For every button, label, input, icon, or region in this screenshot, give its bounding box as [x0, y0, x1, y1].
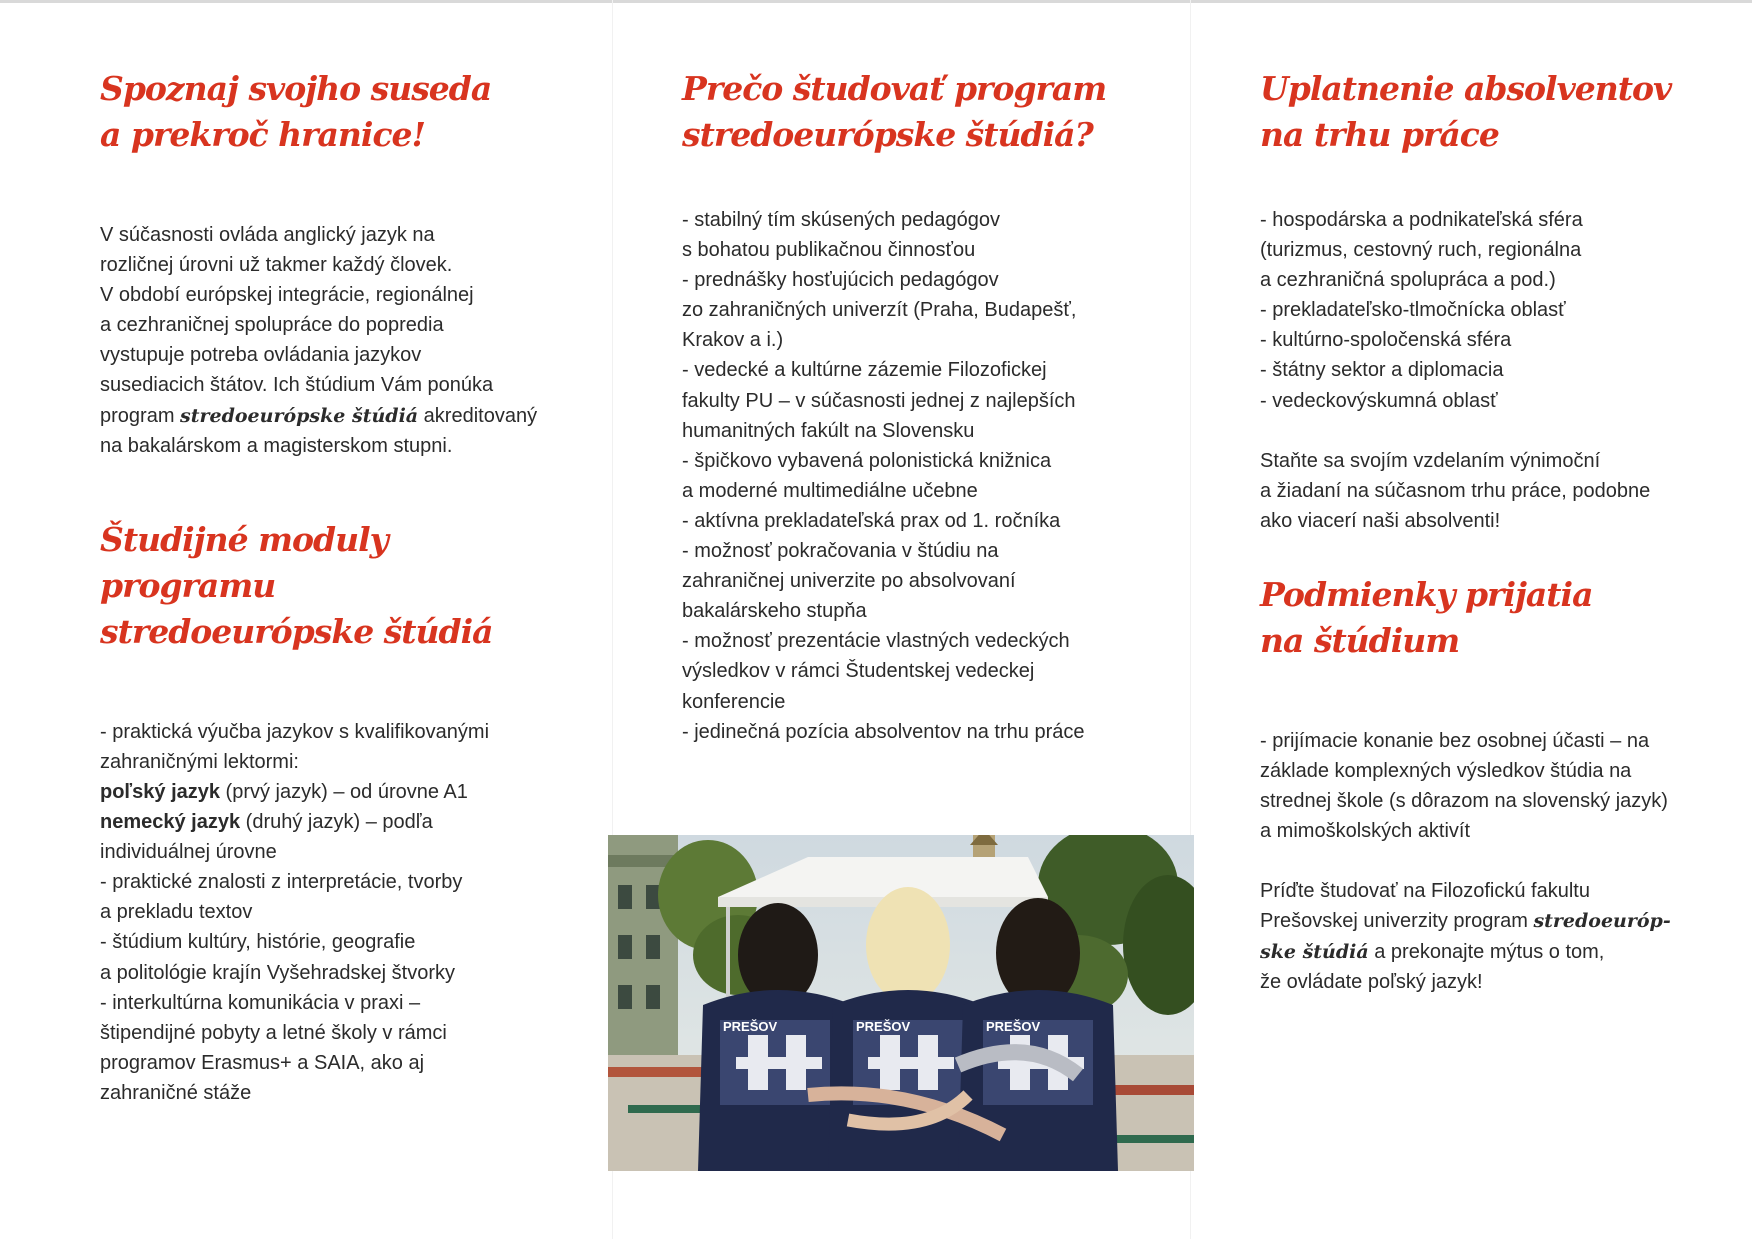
text-line: - aktívna prekladateľská prax od 1. ročníka — [682, 509, 1061, 532]
text-line: - štátny sektor a diplomacia — [1260, 359, 1504, 382]
text-line: a moderné multimediálne učebne — [682, 479, 978, 502]
heading-line: na trhu práce — [1260, 115, 1499, 154]
heading-line: a prekroč hranice! — [100, 115, 426, 154]
panel-middle — [682, 66, 1162, 747]
text-line: - vedecké a kultúrne zázemie Filozofickej — [682, 359, 1047, 382]
text-line: zo zahraničných univerzít (Praha, Budapešť, — [682, 299, 1077, 322]
heading-neighbour — [100, 66, 570, 158]
text-line: a mimoškolských aktivít — [1260, 820, 1471, 843]
intro-paragraph — [100, 220, 570, 461]
text-line — [100, 807, 570, 837]
career-list — [1260, 205, 1720, 416]
program-name: ske štúdiá — [1260, 940, 1369, 963]
heading-line: Podmienky prijatia — [1260, 574, 1593, 614]
text-line: že ovládate poľský jazyk! — [1260, 970, 1483, 993]
language-name: nemecký jazyk — [100, 811, 241, 834]
text-line: - praktická výučba jazykov s kvalifikovanými — [100, 720, 490, 743]
text-line: - špičkovo vybavená polonistická knižnica — [682, 449, 1052, 472]
admission-paragraph — [1260, 726, 1720, 846]
photo-illustration — [608, 835, 1194, 1171]
text-line: - štúdium kultúry, histórie, geografie — [100, 931, 416, 954]
invitation-paragraph — [1260, 876, 1720, 996]
text-line: susediacich štátov. Ich štúdium Vám ponúka — [100, 374, 494, 397]
text-line: na bakalárskom a magisterskom stupni. — [100, 434, 453, 457]
text-line: - prijímacie konanie bez osobnej účasti – na — [1260, 729, 1650, 752]
text-run: Prešovskej univerzity program — [1260, 910, 1534, 933]
text-run: (prvý jazyk) – od úrovne A1 — [220, 780, 468, 803]
text-line: rozličnej úrovni už takmer každý človek. — [100, 254, 453, 277]
heading-line: Študijné moduly programu — [100, 519, 388, 605]
text-line: a cezhraničnej spolupráce do popredia — [100, 314, 444, 337]
text-line: výsledkov v rámci Študentskej vedeckej — [682, 660, 1035, 683]
text-line: - hospodárska a podnikateľská sféra — [1260, 209, 1583, 231]
text-line: s bohatou publikačnou činnosťou — [682, 239, 976, 262]
text-line — [1260, 937, 1720, 967]
text-line: - interkultúrna komunikácia v praxi – — [100, 991, 421, 1014]
modules-list — [100, 717, 570, 1108]
text-line: - možnosť pokračovania v štúdiu na — [682, 540, 999, 563]
text-line: Staňte sa svojím vzdelaním výnimoční — [1260, 449, 1601, 472]
text-line: konferencie — [682, 690, 786, 713]
text-line: vystupuje potreba ovládania jazykov — [100, 344, 422, 367]
text-line: V súčasnosti ovláda anglický jazyk na — [100, 224, 435, 246]
career-paragraph — [1260, 446, 1720, 536]
page-top-edge — [0, 0, 1752, 3]
text-line: bakalárskeho stupňa — [682, 600, 867, 623]
text-line: základe komplexných výsledkov štúdia na — [1260, 760, 1632, 783]
heading-line: na štúdium — [1260, 620, 1460, 660]
text-line: a prekladu textov — [100, 901, 253, 924]
heading-line: Uplatnenie absolventov — [1260, 69, 1672, 108]
shirt-print: PREŠOV — [723, 1019, 778, 1034]
text-line: fakulty PU – v súčasnosti jednej z najlepších — [682, 389, 1076, 412]
text-line — [1260, 906, 1720, 936]
language-name: poľský jazyk — [100, 780, 220, 803]
text-line: - praktické znalosti z interpretácie, tvorby — [100, 871, 463, 894]
reasons-list — [682, 205, 1162, 747]
program-name: stredoeuróp- — [1533, 910, 1671, 933]
text-line: V období európskej integrácie, regionálnej — [100, 284, 474, 307]
text-line: štipendijné pobyty a letné školy v rámci — [100, 1021, 447, 1044]
text-line: Príďte študovať na Filozofickú fakultu — [1260, 880, 1590, 903]
text-line: (turizmus, cestovný ruch, regionálna — [1260, 239, 1582, 262]
text-line: zahraničné stáže — [100, 1081, 252, 1104]
panel-right — [1260, 66, 1720, 997]
heading-line: Spoznaj svojho suseda — [100, 69, 492, 108]
text-line: a cezhraničná spolupráca a pod.) — [1260, 269, 1556, 292]
text-line: individuálnej úrovne — [100, 841, 277, 864]
text-line — [100, 401, 570, 431]
text-line: zahraničnými lektormi: — [100, 750, 299, 773]
text-line: humanitných fakúlt na Slovensku — [682, 419, 975, 442]
program-name: stredoeurópske štúdiá — [180, 404, 419, 427]
heading-line: stredoeurópske štúdiá? — [682, 115, 1093, 154]
heading-graduates — [1260, 66, 1720, 158]
heading-line: Prečo študovať program — [682, 69, 1107, 108]
text-run: a prekonajte mýtus o tom, — [1368, 940, 1605, 963]
heading-why-study — [682, 66, 1162, 158]
text-line: zahraničnej univerzite po absolvovaní — [682, 570, 1016, 593]
heading-modules — [100, 517, 570, 655]
text-line: - vedeckovýskumná oblasť — [1260, 389, 1498, 412]
text-line: Krakov a i.) — [682, 329, 784, 352]
heading-admission — [1260, 572, 1720, 664]
shirt-print: PREŠOV — [856, 1019, 911, 1034]
text-line: - stabilný tím skúsených pedagógov — [682, 209, 1000, 231]
text-line: ako viacerí naši absolventi! — [1260, 509, 1501, 532]
shirt-print: PREŠOV — [986, 1019, 1041, 1034]
text-run: (druhý jazyk) – podľa — [240, 811, 433, 834]
text-line: - prednášky hosťujúcich pedagógov — [682, 269, 999, 292]
text-run: akreditovaný — [418, 404, 538, 427]
text-line: a žiadaní na súčasnom trhu práce, podobne — [1260, 479, 1651, 502]
text-line: - prekladateľsko-tlmočnícka oblasť — [1260, 299, 1566, 322]
text-line: - možnosť prezentácie vlastných vedeckých — [682, 630, 1070, 653]
panel-left — [100, 66, 570, 1108]
students-photo — [608, 835, 1194, 1171]
heading-line: stredoeurópske štúdiá — [100, 611, 493, 651]
text-line: programov Erasmus+ a SAIA, ako aj — [100, 1051, 425, 1074]
text-line — [100, 777, 570, 807]
text-line: strednej škole (s dôrazom na slovenský jazyk) — [1260, 790, 1668, 813]
text-run: program — [100, 404, 181, 427]
text-line: - jedinečná pozícia absolventov na trhu práce — [682, 720, 1085, 743]
text-line: - kultúrno-spoločenská sféra — [1260, 329, 1512, 352]
text-line: a politológie krajín Vyšehradskej štvorky — [100, 961, 455, 984]
